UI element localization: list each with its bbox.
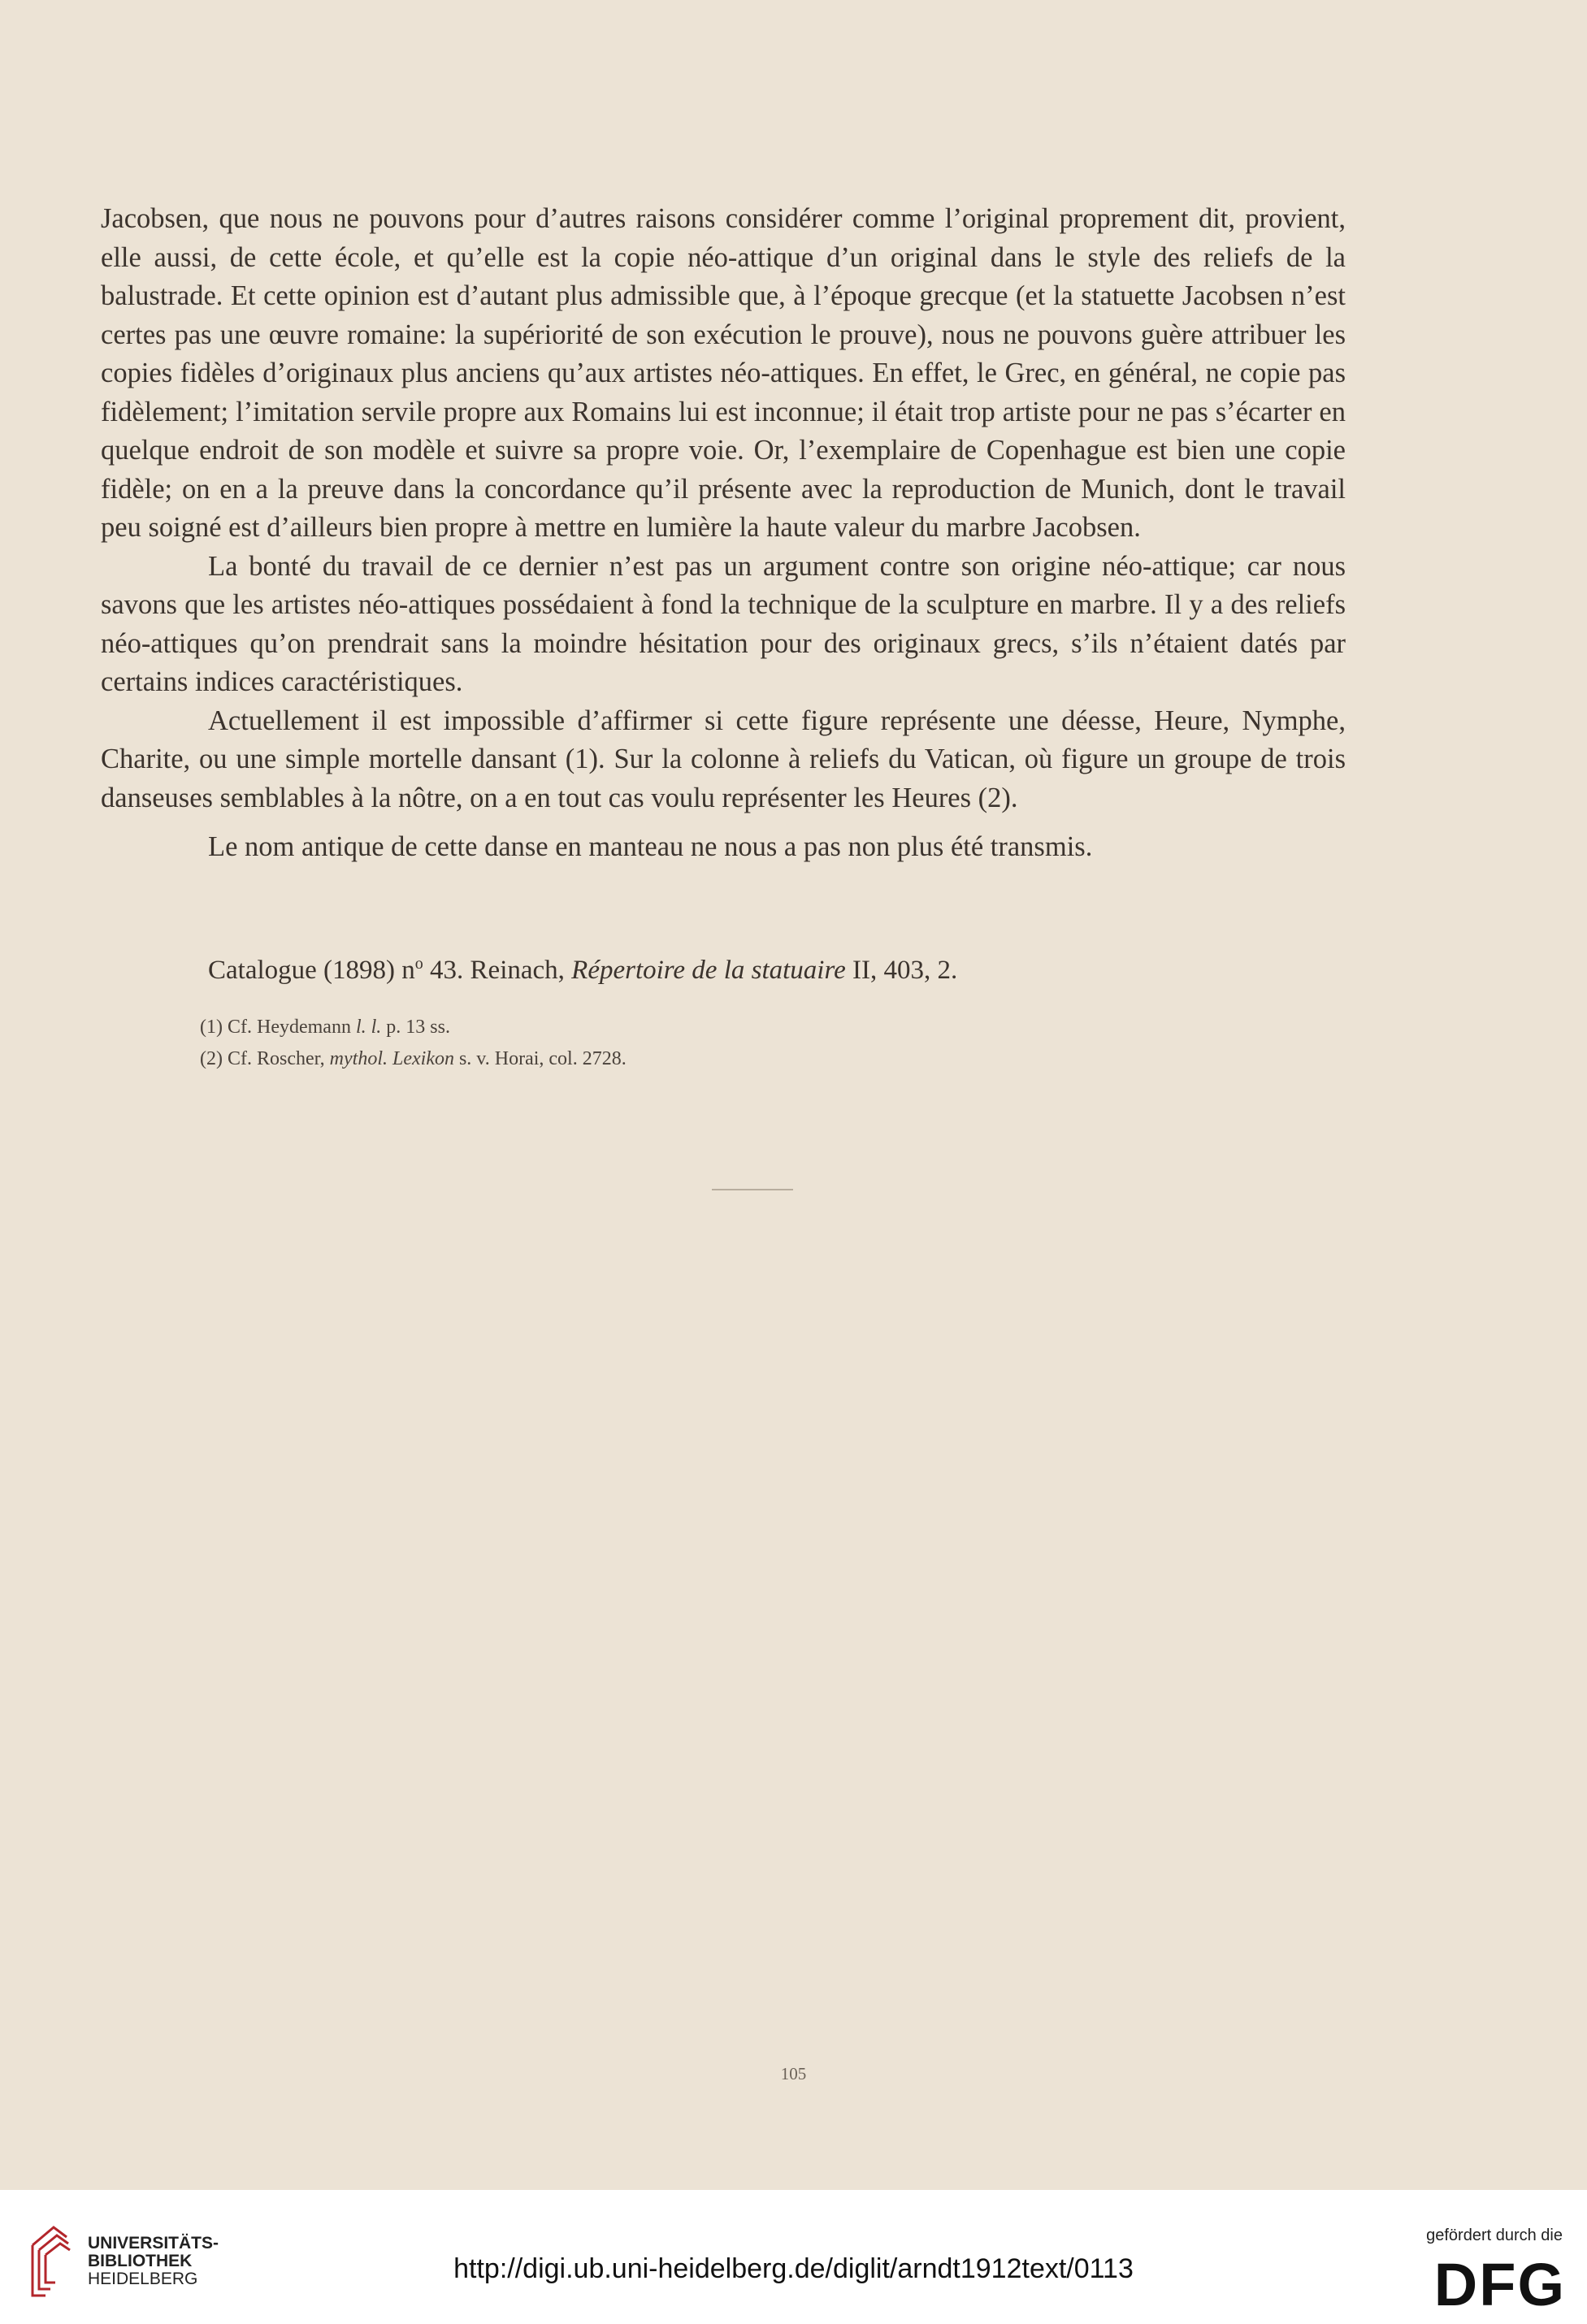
paragraph-2: La bonté du travail de ce dernier n’est pas un argument contre son origine néo-attique; car nous savons que les artistes néo-attiques possédaient à fond la technique de la sculpture en marbre. Il y a des reliefs néo-attiques qu’on prendrait sans la moindre hésitation pour des originaux grecs, s’ils n’étaient datés par certains indices caractéristiques.	[101, 550, 1346, 697]
catalogue-middle: 43. Reinach,	[423, 956, 572, 985]
footnote-italic: mythol. Lexikon	[329, 1048, 454, 1069]
catalogue-reference	[208, 955, 957, 986]
footnote-italic: l. l.	[355, 1017, 382, 1038]
catalogue-italic-title: Répertoire de la statuaire	[571, 956, 846, 985]
catalogue-sup: o	[414, 955, 423, 973]
paragraph-3: Actuellement il est impossible d’affirmer si cette figure représente une déesse, Heure, Nymphe, Charite, ou une simple mortelle dansant (1). Sur la colonne à reliefs du Vatican, où figure un groupe de trois danseuses semblables à la nôtre, on a en tout cas voulu représenter les Heures (2).	[101, 705, 1346, 813]
footnote-text: p. 13 ss.	[381, 1017, 450, 1038]
footnote-text: s. v. Horai, col. 2728.	[453, 1048, 627, 1069]
permalink-url[interactable]: http://digi.ub.uni-heidelberg.de/diglit/arndt1912text/0113	[453, 2253, 1134, 2284]
body-text	[101, 200, 1346, 867]
footnote-1	[200, 1012, 627, 1043]
dfg-logo: DFG	[1433, 2251, 1566, 2318]
footnote-marker: (1)	[200, 1017, 223, 1038]
catalogue-prefix: Catalogue (1898) n	[208, 956, 415, 985]
library-name-line-2: BIBLIOTHEK	[88, 2252, 193, 2270]
footnote-2	[200, 1043, 627, 1075]
paragraph-4: Le nom antique de cette danse en manteau ne nous a pas non plus été transmis.	[208, 831, 1093, 862]
footnote-marker: (2)	[200, 1048, 223, 1069]
library-name-line-1: UNIVERSITÄTS-	[88, 2234, 219, 2252]
funded-by-label: gefördert durch die	[1426, 2226, 1563, 2244]
library-name-line-3: HEIDELBERG	[88, 2270, 198, 2288]
footnote-text: Cf. Heydemann	[222, 1017, 356, 1038]
section-divider	[712, 1189, 793, 1190]
page-number: 105	[780, 2064, 807, 2083]
digitization-footer	[0, 2190, 1587, 2324]
footnote-text: Cf. Roscher,	[222, 1048, 330, 1069]
catalogue-suffix: II, 403, 2.	[845, 956, 958, 985]
paragraph-1: Jacobsen, que nous ne pouvons pour d’autres raisons considérer comme l’original proprement dit, provient, elle aussi, de cette école, et qu’elle est la copie néo-attique d’un original dans le style des reliefs de la balustrade. Et cette opinion est d’autant plus admissible que, à l’époque grecque (et la statuette Jacobsen n’est certes pas une œuvre romaine: la supériorité de son exécution le prouve), nous ne pouvons guère attribuer les copies fidèles d’originaux plus anciens qu’aux artistes néo-attiques. En effet, le Grec, en général, ne copie pas fidèlement; l’imitation servile propre aux Romains lui est inconnue; il était trop artiste pour ne pas s’écarter en quelque endroit de son modèle et suivre sa propre voie. Or, l’exemplaire de Copenhague est bien une copie fidèle; on en a la preuve dans la concordance qu’il présente avec la reproduction de Munich, dont le travail peu soigné est d’ailleurs bien propre à mettre en lumière la haute valeur du marbre Jacobsen.	[101, 203, 1346, 543]
footnotes	[200, 1012, 627, 1075]
